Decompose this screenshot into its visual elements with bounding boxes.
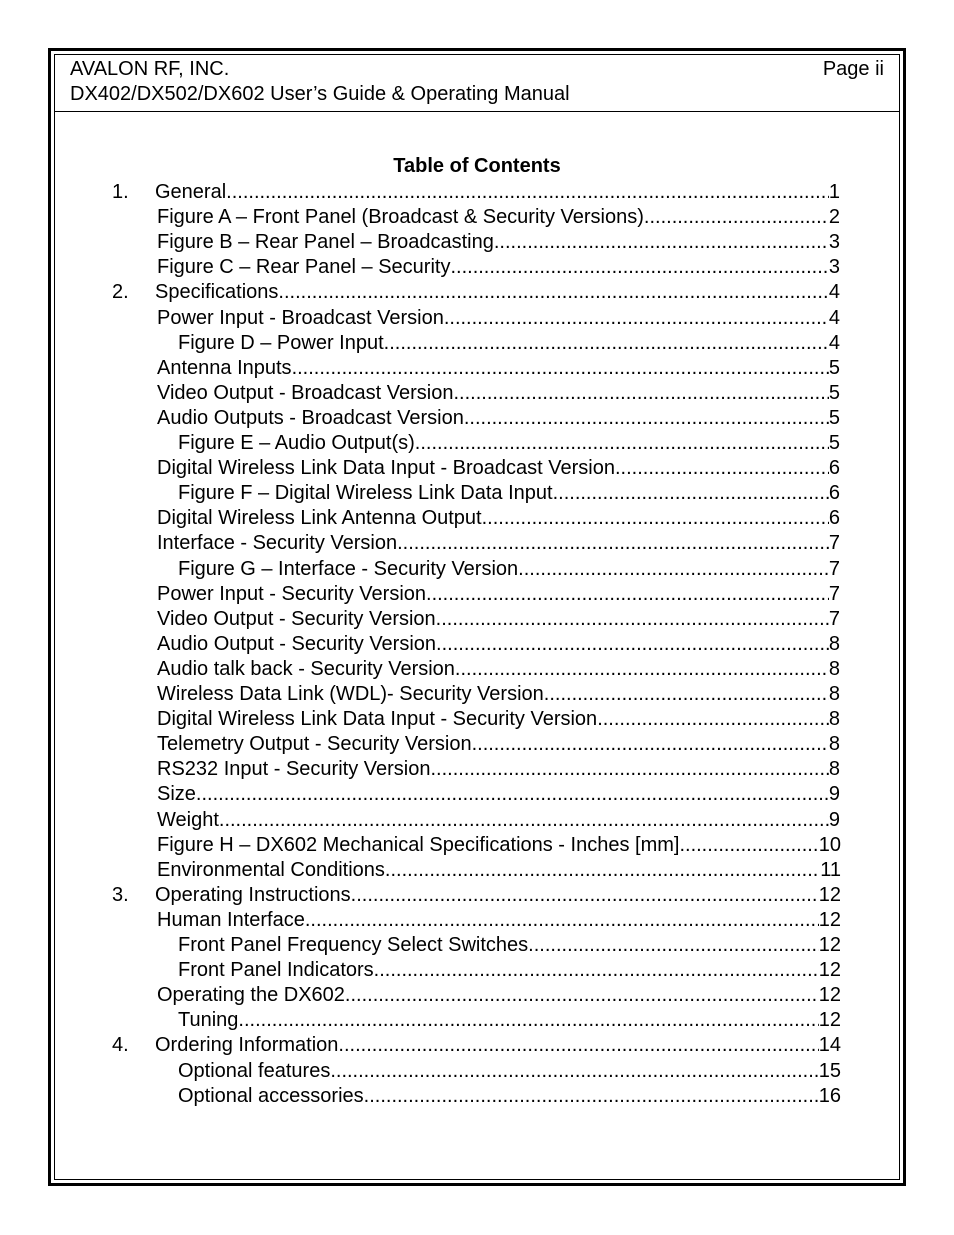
toc-entry-page: 5 xyxy=(828,381,840,404)
toc-entry-label: Wireless Data Link (WDL)- Security Version xyxy=(157,683,544,705)
toc-entry-label: Audio Outputs - Broadcast Version xyxy=(157,406,464,429)
toc-entry-page: 7 xyxy=(828,532,840,555)
toc-entry-page: 12 xyxy=(818,959,841,982)
toc-dot-leader xyxy=(528,933,819,958)
toc-entry-page: 10 xyxy=(818,833,841,856)
toc-entry-label: Optional features xyxy=(178,1059,331,1082)
toc-dot-leader xyxy=(351,883,819,908)
toc-entry-label: Audio Output - Security Version xyxy=(157,632,437,655)
toc-entry-label: Weight xyxy=(157,808,219,831)
toc-entry[interactable] xyxy=(157,255,840,280)
toc-entry[interactable] xyxy=(155,180,840,205)
toc-entry-label: Power Input - Broadcast Version xyxy=(157,306,444,329)
toc-entry[interactable] xyxy=(178,331,840,356)
toc-entry[interactable] xyxy=(157,632,840,657)
toc-entry-label: Operating Instructions xyxy=(155,883,351,906)
toc-entry-label: Digital Wireless Link Data Input - Broadcast Version xyxy=(157,457,615,480)
toc-entry-label: Figure C – Rear Panel – Security xyxy=(157,256,451,279)
toc-entry-label: Figure F – Digital Wireless Link Data Input xyxy=(178,482,553,505)
toc-entry-page: 12 xyxy=(818,883,841,906)
toc-entry-label: Power Input - Security Version xyxy=(157,582,427,605)
toc-entry[interactable] xyxy=(157,983,841,1008)
toc-section-number: 4. xyxy=(112,1034,129,1057)
toc-entry-label: RS232 Input - Security Version xyxy=(157,758,431,781)
toc-dot-leader xyxy=(679,833,818,858)
toc-entry-label: Figure H – DX602 Mechanical Specifications - Inches [mm] xyxy=(157,833,680,856)
toc-entry-page: 14 xyxy=(818,1034,841,1057)
toc-entry-label: Digital Wireless Link Antenna Output xyxy=(157,507,482,530)
toc-entry-page: 7 xyxy=(828,607,840,630)
toc-dot-leader xyxy=(494,230,829,255)
toc-dot-leader xyxy=(436,607,829,632)
toc-entry[interactable] xyxy=(157,531,840,556)
toc-entry-label: Interface - Security Version xyxy=(157,532,398,555)
toc-dot-leader xyxy=(453,381,828,406)
toc-entry[interactable] xyxy=(157,306,840,331)
toc-entry-label: Antenna Inputs xyxy=(157,356,292,379)
toc-dot-leader xyxy=(196,782,829,807)
toc-dot-leader xyxy=(444,306,829,331)
toc-entry[interactable] xyxy=(157,205,840,230)
toc-entry-page: 12 xyxy=(818,984,841,1007)
toc-dot-leader xyxy=(615,456,829,481)
toc-entry[interactable] xyxy=(157,582,840,607)
toc-entry-page: 8 xyxy=(828,758,840,781)
toc-entry-page: 9 xyxy=(828,783,840,806)
toc-entry-page: 8 xyxy=(828,733,840,756)
toc-entry[interactable] xyxy=(178,1059,841,1084)
toc-entry[interactable] xyxy=(157,506,840,531)
toc-entry-label: Figure D – Power Input xyxy=(178,331,384,354)
toc-entry-label: Optional accessories xyxy=(178,1084,364,1107)
toc-dot-leader xyxy=(482,506,829,531)
toc-entry[interactable] xyxy=(157,833,841,858)
toc-entry[interactable] xyxy=(157,381,840,406)
toc-dot-leader xyxy=(436,632,829,657)
toc-dot-leader xyxy=(226,180,829,205)
toc-entry-page: 8 xyxy=(828,683,840,705)
toc-entry-page: 6 xyxy=(828,482,840,505)
toc-dot-leader xyxy=(219,808,829,833)
toc-entry-page: 4 xyxy=(828,306,840,329)
toc-entry-page: 5 xyxy=(828,356,840,379)
toc-entry-page: 1 xyxy=(828,181,840,203)
toc-section-number: 3. xyxy=(112,883,129,906)
toc-dot-leader xyxy=(292,356,829,381)
toc-entry-page: 12 xyxy=(818,1009,841,1032)
toc-entry[interactable] xyxy=(157,406,840,431)
toc-dot-leader xyxy=(397,531,829,556)
toc-dot-leader xyxy=(518,557,829,582)
toc-dot-leader xyxy=(644,205,829,230)
toc-entry[interactable] xyxy=(157,607,840,632)
toc-entry[interactable] xyxy=(157,230,840,255)
toc-entry-label: Size xyxy=(157,783,196,806)
toc-section-number: 2. xyxy=(112,281,129,304)
toc-entry[interactable] xyxy=(157,757,840,782)
toc-dot-leader xyxy=(384,331,829,356)
toc-entry[interactable] xyxy=(178,933,841,958)
toc-entry[interactable] xyxy=(157,858,841,883)
toc-entry-page: 12 xyxy=(818,934,841,956)
toc-entry[interactable] xyxy=(157,356,840,381)
toc-dot-leader xyxy=(338,1033,818,1058)
toc-entry[interactable] xyxy=(157,782,840,807)
toc-section-number: 1. xyxy=(112,181,129,203)
toc-dot-leader xyxy=(426,582,829,607)
toc-entry-page: 15 xyxy=(818,1059,841,1082)
toc-entry[interactable] xyxy=(157,908,841,933)
toc-entry-page: 3 xyxy=(828,256,840,279)
toc-entry-page: 6 xyxy=(828,457,840,480)
toc-entry-page: 3 xyxy=(828,231,840,254)
toc-entry[interactable] xyxy=(157,456,840,481)
toc-dot-leader xyxy=(450,255,828,280)
toc-entry-page: 7 xyxy=(828,557,840,580)
toc-entry-page: 8 xyxy=(828,632,840,655)
toc-entry[interactable] xyxy=(157,657,840,682)
toc-dot-leader xyxy=(415,431,829,456)
toc-entry-label: Front Panel Frequency Select Switches xyxy=(178,934,529,956)
toc-entry-page: 8 xyxy=(828,708,840,731)
toc-entry-page: 12 xyxy=(818,908,841,931)
manual-title: DX402/DX502/DX602 User’s Guide & Operating Manual xyxy=(70,83,570,105)
toc-entry[interactable] xyxy=(157,732,840,757)
toc-entry-page: 4 xyxy=(828,331,840,354)
toc-dot-leader xyxy=(597,707,829,732)
toc-entry-label: Figure E – Audio Output(s) xyxy=(178,432,415,454)
page-number: Page ii xyxy=(822,58,884,80)
toc-entry-label: Front Panel Indicators xyxy=(178,959,374,982)
toc-entry-label: Human Interface xyxy=(157,908,305,931)
toc-entry-label: Video Output - Security Version xyxy=(157,607,436,630)
toc-entry-page: 4 xyxy=(828,281,840,304)
toc-entry[interactable] xyxy=(157,707,840,732)
toc-dot-leader xyxy=(305,908,819,933)
toc-dot-leader xyxy=(464,406,829,431)
header-divider xyxy=(54,111,900,112)
toc-dot-leader xyxy=(330,1059,818,1084)
toc-dot-leader xyxy=(385,858,820,883)
toc-entry-label: Figure G – Interface - Security Version xyxy=(178,557,519,580)
toc-entry[interactable] xyxy=(155,883,841,908)
toc-dot-leader xyxy=(472,732,829,757)
toc-entry[interactable] xyxy=(178,557,840,582)
toc-dot-leader xyxy=(364,1084,819,1109)
toc-entry[interactable] xyxy=(155,1033,841,1058)
toc-entry-label: Specifications xyxy=(155,281,279,304)
toc-dot-leader xyxy=(345,983,819,1008)
toc-entry[interactable] xyxy=(178,431,840,456)
toc-entry[interactable] xyxy=(178,1008,841,1033)
toc-dot-leader xyxy=(238,1008,818,1033)
toc-entry-page: 6 xyxy=(828,507,840,530)
toc-entry[interactable] xyxy=(178,958,841,983)
toc-title: Table of Contents xyxy=(393,155,561,177)
toc-entry-label: Telemetry Output - Security Version xyxy=(157,733,472,756)
toc-dot-leader xyxy=(278,280,828,305)
toc-entry-label: Operating the DX602 xyxy=(157,984,345,1007)
toc-dot-leader xyxy=(430,757,828,782)
toc-dot-leader xyxy=(455,657,829,682)
toc-entry-page: 11 xyxy=(820,858,841,881)
toc-entry-page: 2 xyxy=(828,206,840,229)
toc-dot-leader xyxy=(544,682,829,707)
toc-entry-page: 7 xyxy=(828,582,840,605)
toc-entry[interactable] xyxy=(157,682,840,707)
toc-entry[interactable] xyxy=(178,481,840,506)
toc-entry[interactable] xyxy=(178,1084,841,1109)
toc-entry-label: General xyxy=(155,181,227,203)
toc-entry-label: Tuning xyxy=(178,1009,239,1032)
toc-entry-page: 8 xyxy=(828,657,840,680)
toc-entry-page: 16 xyxy=(818,1084,841,1107)
toc-entry-page: 9 xyxy=(828,808,840,831)
toc-dot-leader xyxy=(374,958,819,983)
toc-entry[interactable] xyxy=(155,280,840,305)
toc-entry-label: Digital Wireless Link Data Input - Security Version xyxy=(157,708,598,731)
toc-entry-label: Figure B – Rear Panel – Broadcasting xyxy=(157,231,494,254)
toc-entry[interactable] xyxy=(157,808,840,833)
toc-entry-page: 5 xyxy=(828,432,840,454)
company-name: AVALON RF, INC. xyxy=(70,58,230,80)
toc-entry-label: Audio talk back - Security Version xyxy=(157,657,455,680)
toc-entry-page: 5 xyxy=(828,406,840,429)
toc-entry-label: Figure A – Front Panel (Broadcast & Security Versions) xyxy=(157,206,644,229)
toc-entry-label: Ordering Information xyxy=(155,1034,339,1057)
toc-entry-label: Environmental Conditions xyxy=(157,858,385,881)
toc-dot-leader xyxy=(553,481,829,506)
toc-entry-label: Video Output - Broadcast Version xyxy=(157,381,454,404)
